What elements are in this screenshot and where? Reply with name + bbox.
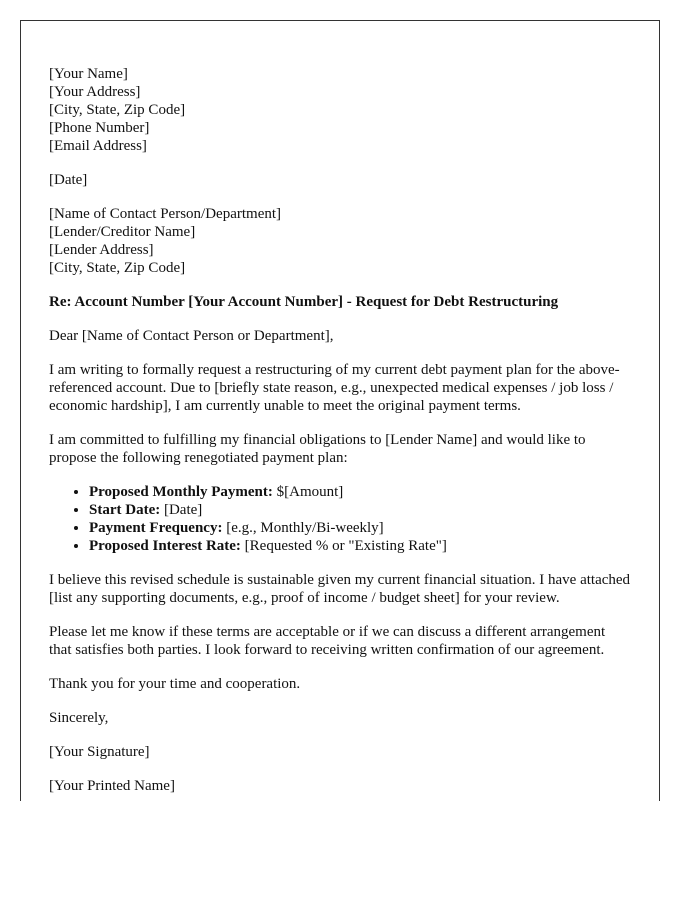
sender-phone: [Phone Number] <box>49 120 150 136</box>
paragraph-commitment: I am committed to fulfilling my financial obligations to [Lender Name] and would like to propose the following renegotiated payment plan: <box>49 432 586 466</box>
recipient-city: [City, State, Zip Code] <box>49 260 186 276</box>
recipient-block <box>49 205 631 277</box>
sender-city: [City, State, Zip Code] <box>49 102 186 118</box>
sender-name: [Your Name] <box>49 66 128 82</box>
plan-item-monthly-payment: • Proposed Monthly Payment: $[Amount] <box>89 483 631 501</box>
sender-email: [Email Address] <box>49 138 147 154</box>
letter-page <box>20 20 660 801</box>
payment-plan-list <box>49 483 631 555</box>
signature: [Your Signature] <box>49 744 150 760</box>
sender-address: [Your Address] <box>49 84 141 100</box>
printed-name: [Your Printed Name] <box>49 778 175 794</box>
recipient-address: [Lender Address] <box>49 242 154 258</box>
letter-date: [Date] <box>49 172 88 188</box>
closing: Sincerely, <box>49 710 109 726</box>
subject-line: Re: Account Number [Your Account Number] - Request for Debt Restructuring <box>49 294 559 310</box>
paragraph-reason: I am writing to formally request a restructuring of my current debt payment plan for the above-referenced account. Due to [briefly state reason, e.g., unexpected medical expenses / job loss / economic hardship], I am currently unable to meet the original payment terms. <box>49 362 620 414</box>
recipient-contact: [Name of Contact Person/Department] <box>49 206 282 222</box>
plan-item-start-date: • Start Date: [Date] <box>89 501 631 519</box>
paragraph-sustainability: I believe this revised schedule is sustainable given my current financial situation. I have attached [list any supporting documents, e.g., proof of income / budget sheet] for your review. <box>49 572 631 606</box>
plan-item-interest-rate: • Proposed Interest Rate: [Requested % or "Existing Rate"] <box>89 537 631 555</box>
recipient-lender: [Lender/Creditor Name] <box>49 224 196 240</box>
salutation: Dear [Name of Contact Person or Department], <box>49 328 334 344</box>
paragraph-thanks: Thank you for your time and cooperation. <box>49 676 301 692</box>
plan-item-frequency: • Payment Frequency: [e.g., Monthly/Bi-weekly] <box>89 519 631 537</box>
paragraph-request: Please let me know if these terms are acceptable or if we can discuss a different arrangement that satisfies both parties. I look forward to receiving written confirmation of our agreement. <box>49 624 606 658</box>
